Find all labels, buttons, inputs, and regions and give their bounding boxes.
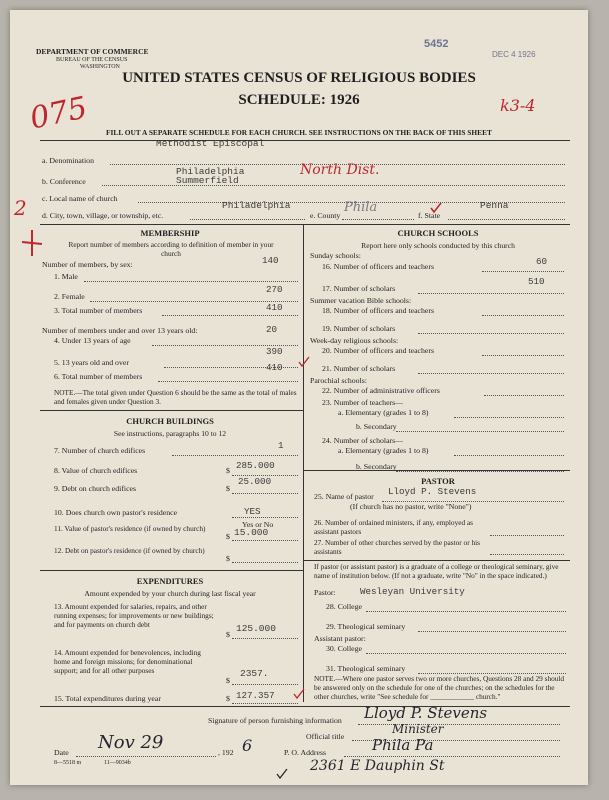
q26-line <box>490 535 564 536</box>
pastor-degree-row <box>314 588 568 600</box>
handwritten-corner: k3-4 <box>500 96 536 115</box>
expenditures-sub: Amount expended by your church during last fiscal year <box>84 589 256 598</box>
q21-label: 21. Number of scholars <box>322 364 396 373</box>
edifice-debt-label: 9. Debt on church edifices <box>54 484 137 493</box>
q16-label: 16. Number of officers and teachers <box>322 262 435 271</box>
print-code: 8—5518 m <box>54 760 82 766</box>
total6-label: 6. Total number of members <box>54 372 143 381</box>
section-rule-top <box>40 224 570 225</box>
q15-row <box>42 690 298 706</box>
edifice-debt-value: 25.000 <box>238 476 272 487</box>
q28-value: Wesleyan University <box>360 586 465 597</box>
q23b-label: b. Secondary <box>356 422 397 431</box>
edifice-debt-row <box>42 476 298 496</box>
q14-dollar: $ <box>226 676 230 685</box>
form-instruction: FILL OUT A SEPARATE SCHEDULE FOR EACH CHURCH. SEE INSTRUCTIONS ON THE BACK OF THIS SHEET <box>106 128 492 137</box>
denomination-label: a. Denomination <box>42 156 94 165</box>
q24a-label: a. Elementary (grades 1 to 8) <box>338 446 429 455</box>
over13-row <box>42 346 298 370</box>
residence-debt-label: 12. Debt on pastor's residence (if owned by church) <box>54 546 205 555</box>
q26-label: 26. Number of ordained ministers, if any, employed as assistant pastors <box>314 518 474 536</box>
q24-label: 24. Number of scholars— <box>322 436 403 445</box>
total-row <box>42 302 298 318</box>
membership-section <box>42 226 298 381</box>
residence-debt-line <box>232 562 298 563</box>
stamp-date: DEC 4 1926 <box>492 50 536 59</box>
q21-row <box>310 364 566 376</box>
q15-label: 15. Total expenditures during year <box>54 694 161 703</box>
buildings-sub: See instructions, paragraphs 10 to 12 <box>113 429 227 438</box>
female-label: 2. Female <box>54 292 85 301</box>
q29-row <box>314 622 568 634</box>
residence-value-label: 11. Value of pastor's residence (if owned by church) <box>54 524 206 533</box>
over13-value: 390 <box>266 346 283 357</box>
under13-row <box>42 336 298 348</box>
header-rule <box>40 140 570 141</box>
total6-value: 410 <box>266 362 283 373</box>
q13-label: 13. Amount expended for salaries, repairs, and other running expenses; for improvements or new buildings; and for payments on church debt <box>54 602 214 629</box>
state-value: Penna <box>480 200 509 211</box>
q16-line <box>482 262 564 272</box>
q18-line <box>482 306 564 316</box>
q24a-line <box>454 446 564 456</box>
pastor-degree-label: Pastor: <box>314 588 336 597</box>
city-field-label: d. City, town, village, or township, etc. <box>42 211 164 220</box>
q13-dollar: $ <box>226 630 230 639</box>
college-note: If pastor (or assistant pastor) is a graduate of a college or theological seminary, give name of institution below. (If not a graduate, write "No" in the space indicated.) <box>314 562 559 580</box>
q28-row <box>314 602 568 614</box>
q27-line <box>490 554 564 555</box>
signature-value: Lloyd P. Stevens <box>364 704 488 722</box>
owns-residence-value: YES <box>244 506 261 517</box>
address-label: P. O. Address <box>284 748 327 757</box>
edifice-value-value: 285.000 <box>236 460 275 471</box>
yes-or-no-hint: Yes or No <box>242 520 274 529</box>
conference-handwritten: North Dist. <box>300 162 380 178</box>
q31-line <box>418 664 566 674</box>
q25-value: Lloyd P. Stevens <box>388 486 477 497</box>
q19-line <box>418 324 564 334</box>
expenditures-rule <box>40 570 303 571</box>
total-label: 3. Total number of members <box>54 306 143 315</box>
q23a-line <box>454 408 564 418</box>
parochial-label: Parochial schools: <box>310 376 367 385</box>
signature-line <box>358 724 560 725</box>
owns-residence-line <box>232 508 298 518</box>
members-by-sex-row <box>42 255 298 272</box>
date-line <box>76 756 216 757</box>
county-line <box>342 219 414 220</box>
q25-label: 25. Name of pastor <box>314 492 374 501</box>
q19-label: 19. Number of scholars <box>322 324 396 333</box>
q15-dollar: $ <box>226 694 230 703</box>
stamp-number: 5452 <box>424 38 449 50</box>
edifice-value-label: 8. Value of church edifices <box>54 466 138 475</box>
q22-label: 22. Number of administrative officers <box>322 386 440 395</box>
local-name-label: c. Local name of church <box>42 194 118 203</box>
conference-value-2: Summerfield <box>176 175 239 186</box>
year-value: 6 <box>242 736 253 755</box>
buildings-rule <box>40 410 303 411</box>
membership-note: NOTE.—The total given under Question 6 should be the same as the total of males and females given under Question 3. <box>54 388 297 406</box>
expenditures-title: EXPENDITURES <box>136 576 204 586</box>
date-value: Nov 29 <box>98 732 164 753</box>
state-line <box>448 219 565 220</box>
q19-row <box>310 324 566 336</box>
official-title-value: Minister <box>392 722 444 736</box>
q16-value: 60 <box>536 256 548 267</box>
red-cross-mark <box>20 228 44 258</box>
margin-mark: 2 <box>14 196 27 220</box>
edifices-row <box>42 440 298 458</box>
schools-title: CHURCH SCHOOLS <box>397 228 479 238</box>
state-label: f. State <box>418 211 441 220</box>
q29-label: 29. Theological seminary <box>326 622 406 631</box>
residence-value-value: 15.000 <box>234 527 269 538</box>
city-label: WASHINGTON <box>80 64 120 70</box>
age-label: Number of members under and over 13 years old: <box>42 326 198 335</box>
pastor-note: NOTE.—Where one pastor serves two or more churches, Questions 28 and 29 should be answered only on the schedule for one of the churches; on the schedules for the other churches, write "See schedule for ____________ church." <box>314 674 565 701</box>
department-label: DEPARTMENT OF COMMERCE <box>36 47 149 56</box>
conference-label: b. Conference <box>42 177 86 186</box>
buildings-section <box>42 412 298 562</box>
q22-line <box>484 386 564 396</box>
q31-label: 31. Theological seminary <box>326 664 406 673</box>
under13-line <box>152 336 298 346</box>
q20-label: 20. Number of officers and teachers <box>322 346 435 355</box>
denomination-value: Methodist Episcopal <box>156 138 265 149</box>
debt-dollar: $ <box>226 484 230 493</box>
q23b-line <box>396 422 564 432</box>
q18-label: 18. Number of officers and teachers <box>322 306 435 315</box>
q30-row <box>314 644 568 656</box>
pastor-title: PASTOR <box>421 476 455 486</box>
address-line-2: 2361 E Dauphin St <box>310 758 445 774</box>
q23-label: 23. Number of teachers— <box>322 398 403 407</box>
year-prefix: , 192 <box>218 748 234 757</box>
q25-note-row <box>310 502 566 514</box>
male-line <box>84 272 298 282</box>
q17-label: 17. Number of scholars <box>322 284 396 293</box>
schools-section <box>310 226 566 471</box>
total-value: 410 <box>266 302 283 313</box>
assistant-label: Assistant pastor: <box>314 634 366 643</box>
q28-label: 28. College <box>326 602 362 611</box>
q21-line <box>418 364 564 374</box>
residence-value-line <box>232 540 298 541</box>
membership-intro: Report number of members according to definition of member in your church <box>68 240 274 258</box>
edifices-value: 1 <box>278 440 284 451</box>
female-row <box>42 284 298 304</box>
q15-value: 127.357 <box>236 690 275 701</box>
age-value: 20 <box>266 324 278 335</box>
signature-label: Signature of person furnishing information <box>208 716 342 725</box>
conference-line <box>102 185 565 186</box>
total6-line <box>158 372 298 382</box>
residence-value-dollar: $ <box>226 532 230 541</box>
members-by-sex-label: Number of members, by sex: <box>42 260 133 269</box>
county-value: Phila <box>344 200 378 215</box>
q22-row <box>310 386 566 398</box>
owns-residence-label: 10. Does church own pastor's residence <box>54 508 178 517</box>
city-value: Philadelphia <box>222 200 291 211</box>
q17-row <box>310 276 566 296</box>
q13-line <box>232 638 298 639</box>
q23a-row <box>310 408 566 420</box>
edifice-dollar: $ <box>226 466 230 475</box>
footer-rule <box>40 706 570 707</box>
over13-label: 5. 13 years old and over <box>54 358 129 367</box>
address-line <box>344 756 560 757</box>
address-value: Phila Pa <box>372 736 434 754</box>
expenditures-section <box>42 572 298 702</box>
sunday-label: Sunday schools: <box>310 251 361 260</box>
check-mark-icon <box>293 688 305 700</box>
q14-line <box>232 684 298 685</box>
check-mark-icon <box>298 356 310 368</box>
q13-value: 125.000 <box>236 623 276 634</box>
schools-intro: Report here only schools conducted by this church <box>361 241 515 250</box>
handwritten-number: 075 <box>26 90 91 137</box>
q16-row <box>310 256 566 274</box>
edifices-label: 7. Number of church edifices <box>54 446 146 455</box>
q17-value: 510 <box>528 276 545 287</box>
date-label: Date <box>54 748 69 757</box>
residence-debt-dollar: $ <box>226 554 230 563</box>
q30-line <box>366 644 566 654</box>
q24a-row <box>310 446 566 458</box>
under13-label: 4. Under 13 years of age <box>54 336 131 345</box>
weekday-label: Week-day religious schools: <box>310 336 399 345</box>
q14-value: 2357. <box>240 668 269 679</box>
form-schedule: SCHEDULE: 1926 <box>238 92 360 108</box>
q20-line <box>482 346 564 356</box>
q18-row <box>310 306 566 318</box>
check-mark-icon <box>276 768 290 782</box>
q28-line <box>366 602 566 612</box>
bureau-label: BUREAU OF THE CENSUS <box>56 57 128 63</box>
conference-value: Philadelphia <box>176 166 245 177</box>
column-divider <box>303 224 304 702</box>
q23b-row <box>310 422 566 434</box>
census-schedule-sheet <box>10 10 588 785</box>
q25-note: (If church has no pastor, write "None") <box>350 502 472 511</box>
q27-label: 27. Number of other churches served by the pastor or his assistants <box>314 538 480 556</box>
q20-row <box>310 346 566 358</box>
county-label: e. County <box>310 211 341 220</box>
vacation-label: Summer vacation Bible schools: <box>310 296 412 305</box>
q24b-label: b. Secondary <box>356 462 397 471</box>
check-mark-icon <box>430 202 442 214</box>
q23a-label: a. Elementary (grades 1 to 8) <box>338 408 429 417</box>
official-title-label: Official title <box>306 732 345 741</box>
female-value: 270 <box>266 284 283 295</box>
members-by-sex-value: 140 <box>262 255 279 266</box>
q30-label: 30. College <box>326 644 362 653</box>
college-rule <box>303 560 570 561</box>
city-line <box>190 219 305 220</box>
pastor-rule <box>303 470 570 471</box>
membership-title: MEMBERSHIP <box>140 228 200 238</box>
male-label: 1. Male <box>54 272 78 281</box>
form-title: UNITED STATES CENSUS OF RELIGIOUS BODIES <box>122 70 476 86</box>
print-code-2: 11—9034b <box>104 760 131 766</box>
buildings-title: CHURCH BUILDINGS <box>126 416 214 426</box>
male-row <box>42 272 298 284</box>
q29-line <box>418 622 566 632</box>
q14-label: 14. Amount expended for benevolences, including home and foreign missions; for denominational support; and for all other purposes <box>54 648 201 675</box>
